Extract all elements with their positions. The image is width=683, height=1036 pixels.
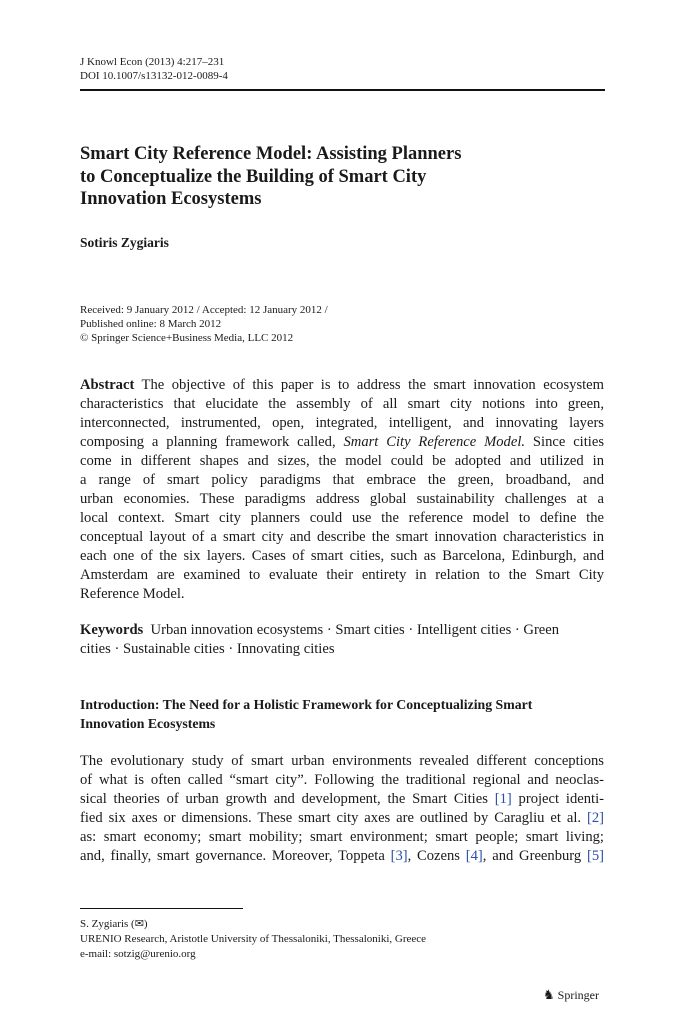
- published-online: Published online: 8 March 2012: [80, 318, 222, 331]
- abstract-line: Since cities: [525, 434, 605, 450]
- section-heading-introduction: [80, 695, 604, 733]
- abstract-label: Abstract: [80, 377, 135, 393]
- body-line: sical theories of urban growth and development, the Smart Cities: [80, 791, 495, 807]
- abstract-line: come in different shapes and sizes, the model could be adopted and utilized in: [80, 453, 604, 469]
- springer-horse-icon: ♞: [543, 987, 555, 1002]
- footnote-author: S. Zygiaris (: [80, 918, 135, 930]
- footnote-paren: ): [143, 918, 148, 930]
- keywords-label: Keywords: [80, 622, 144, 638]
- citation-link[interactable]: [1]: [494, 791, 512, 807]
- body-line: , Cozens: [407, 848, 466, 864]
- footnote-rule: [80, 908, 243, 909]
- title-line: to Conceptualize the Building of Smart City: [80, 166, 427, 187]
- envelope-icon: ✉: [134, 918, 144, 930]
- running-header: [80, 55, 604, 83]
- title-line: Innovation Ecosystems: [80, 189, 262, 209]
- abstract-line: conceptual layout of a smart city and describe the smart innovation characteristics in: [80, 529, 604, 545]
- body-line: of what is often called “smart city”. Following the traditional regional and neoclas-: [80, 772, 604, 788]
- abstract-line: composing a planning framework called,: [80, 434, 344, 450]
- body-line: , and Greenburg: [482, 848, 587, 864]
- journal-citation: J Knowl Econ (2013) 4:217–231: [80, 56, 225, 68]
- keywords: [80, 621, 604, 659]
- body-line: The evolutionary study of smart urban environments revealed different conceptions: [80, 753, 604, 769]
- email[interactable]: e-mail: sotzig@urenio.org: [80, 948, 196, 960]
- author-name: Sotiris Zygiaris: [80, 235, 169, 250]
- abstract-line: local context. Smart city planners could use the reference model to define the: [80, 510, 604, 526]
- citation-link[interactable]: [2]: [586, 810, 604, 826]
- body-line: fied six axes or dimensions. These smart city axes are outlined by Caragliu et al.: [80, 810, 587, 826]
- citation-link[interactable]: [5]: [586, 848, 604, 864]
- abstract-line: Amsterdam are examined to evaluate their entirety in relation to the Smart City: [80, 567, 604, 583]
- abstract: [80, 376, 604, 604]
- model-name: Smart City Reference Model.: [343, 434, 526, 450]
- copyright: © Springer Science+Business Media, LLC 2012: [80, 332, 294, 345]
- springer-logo: [543, 987, 599, 1003]
- abstract-line: a range of smart policy paradigms that embrace the green, broadband, and: [80, 472, 604, 488]
- body-line: project identi-: [511, 791, 604, 807]
- abstract-line: The objective of this paper is to address the smart innovation ecosystem: [141, 377, 605, 393]
- abstract-line: urban economies. These paradigms address global sustainability challenges at a: [80, 491, 604, 507]
- doi[interactable]: DOI 10.1007/s13132-012-0089-4: [80, 70, 228, 82]
- abstract-line: interconnected, instrumented, open, integrated, intelligent, and innovating layers: [80, 415, 604, 431]
- keywords-line: cities · Sustainable cities · Innovating cities: [80, 641, 335, 657]
- introduction-body: [80, 752, 604, 866]
- citation-link[interactable]: [4]: [465, 848, 483, 864]
- heading-line: Introduction: The Need for a Holistic Framework for Conceptualizing Smart: [80, 697, 533, 712]
- publication-dates: [80, 303, 604, 346]
- heading-line: Innovation Ecosystems: [80, 716, 216, 731]
- abstract-line: characteristics that elucidate the assembly of all smart city notions into green,: [80, 396, 604, 412]
- body-line: and, finally, smart governance. Moreover, Toppeta: [80, 848, 391, 864]
- keywords-line: Urban innovation ecosystems · Smart cities · Intelligent cities · Green: [150, 622, 560, 638]
- title-line: Smart City Reference Model: Assisting Planners: [80, 144, 462, 164]
- author-footnote: [80, 917, 604, 962]
- affiliation: URENIO Research, Aristotle University of Thessaloniki, Thessaloniki, Greece: [80, 933, 427, 945]
- citation-link[interactable]: [3]: [390, 848, 408, 864]
- abstract-line: each one of the six layers. Cases of smart cities, such as Barcelona, Edinburgh, and: [80, 548, 604, 564]
- received-accepted: Received: 9 January 2012 / Accepted: 12 January 2012 /: [80, 304, 328, 316]
- paper-title: [80, 143, 604, 211]
- body-line: as: smart economy; smart mobility; smart environment; smart people; smart living;: [80, 829, 604, 845]
- publisher-name: Springer: [557, 988, 599, 1002]
- header-rule: [80, 89, 605, 91]
- abstract-line: Reference Model.: [80, 586, 185, 602]
